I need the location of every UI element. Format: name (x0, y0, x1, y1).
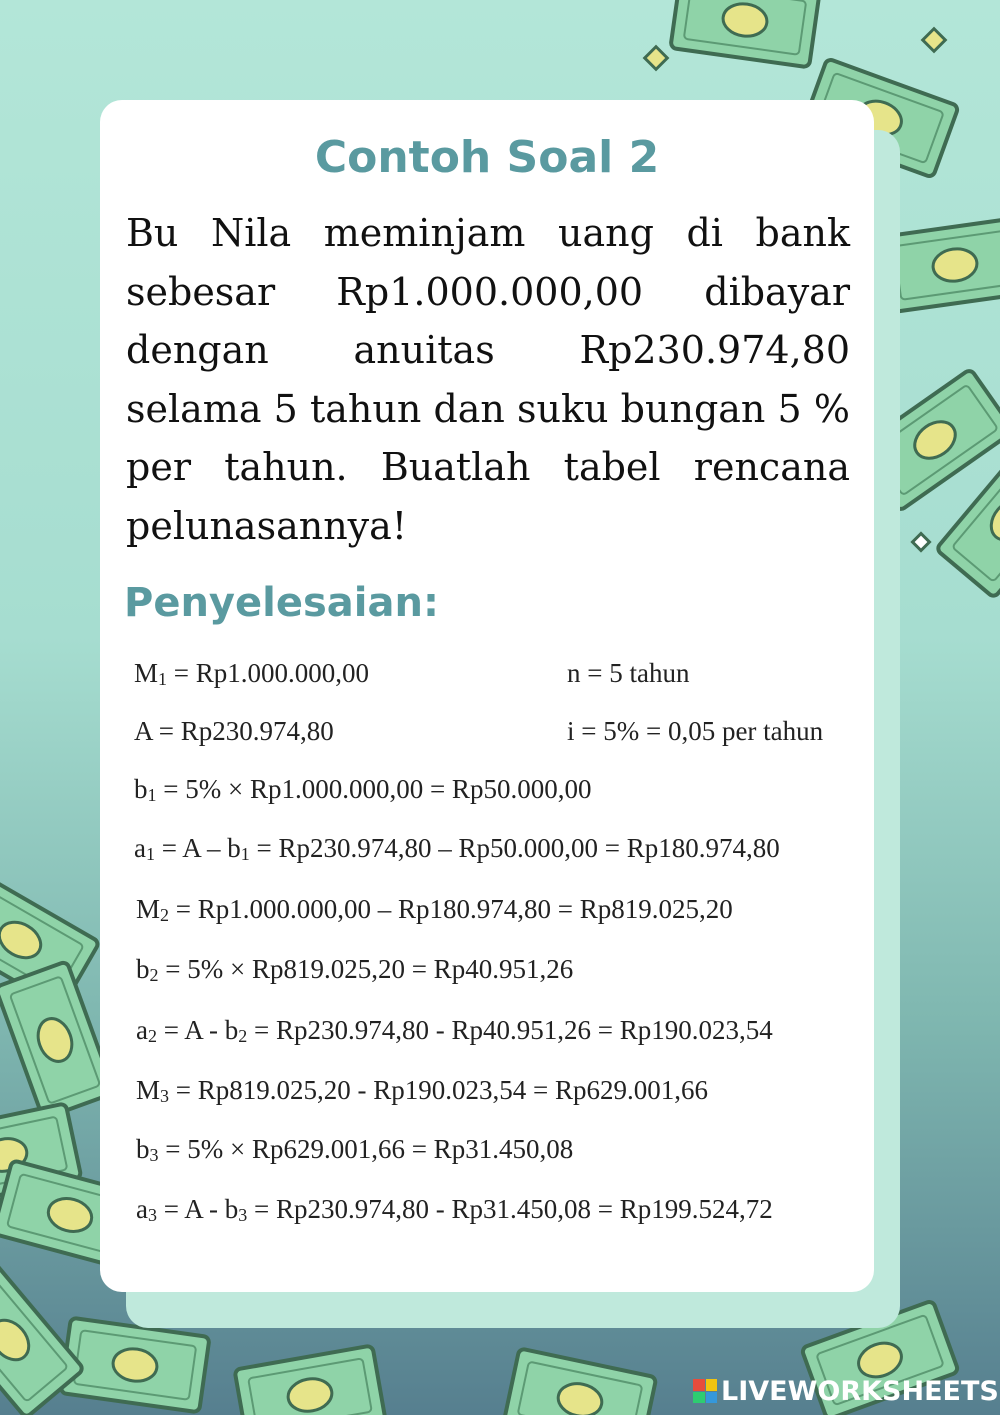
sparkle-icon (645, 47, 668, 70)
bill-icon (504, 1348, 657, 1415)
step-a1: a1 = A – b1 = Rp230.974,80 – Rp50.000,00 = Rp180.974,80 (134, 833, 780, 864)
given-a: A = Rp230.974,80 (134, 716, 334, 746)
page-title: Contoh Soal 2 (314, 132, 660, 183)
brand-text: LIVEWORKSHEETS (721, 1375, 999, 1407)
step-b1: b1 = 5% × Rp1.000.000,00 = Rp50.000,00 (134, 774, 592, 805)
given-i: i = 5% = 0,05 per tahun (567, 716, 824, 746)
step-a3: a3 = A - b3 = Rp230.974,80 - Rp31.450,08 = Rp199.524,72 (136, 1194, 773, 1225)
step-b3: b3 = 5% × Rp629.001,66 = Rp31.450,08 (136, 1134, 574, 1165)
sparkle-icon (913, 534, 930, 551)
sparkle-icon (923, 29, 946, 52)
step-a2: a2 = A - b2 = Rp230.974,80 - Rp40.951,26 = Rp190.023,54 (136, 1015, 773, 1046)
liveworksheets-logo-icon (693, 1379, 717, 1403)
step-b2: b2 = 5% × Rp819.025,20 = Rp40.951,26 (136, 954, 574, 985)
bill-icon (0, 961, 115, 1119)
given-m1: M1 = Rp1.000.000,00 (134, 658, 370, 689)
given-n: n = 5 tahun (567, 658, 690, 688)
step-m2: M2 = Rp1.000.000,00 – Rp180.974,80 = Rp819.025,20 (136, 894, 733, 925)
liveworksheets-brand[interactable] (693, 1375, 999, 1407)
bill-icon (234, 1345, 385, 1415)
solution-heading: Penyelesaian: (124, 580, 439, 626)
problem-text: Bu Nila meminjam uang di bank sebesar Rp1.000.000,00 dibayar dengan anuitas Rp230.974,80 selama 5 tahun dan suku bungan 5 % per tahun. Buatlah tabel rencana pelunasannya! (126, 211, 850, 548)
bill-icon (670, 0, 819, 67)
step-m3: M3 = Rp819.025,20 - Rp190.023,54 = Rp629.001,66 (136, 1075, 708, 1106)
